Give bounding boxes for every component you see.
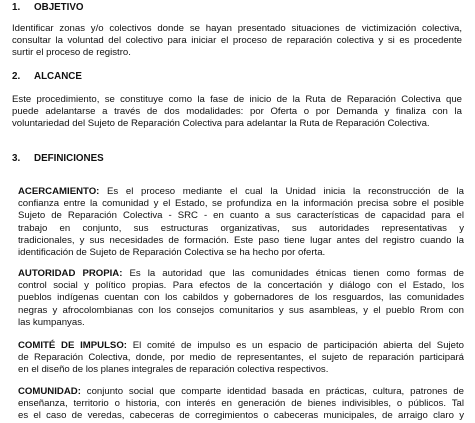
definition-first-line	[18, 186, 464, 198]
objetivo-paragraph	[12, 23, 462, 60]
definition-text: Es el proceso mediante el cual la Unidad inicia la reconstrucción de la	[99, 186, 464, 197]
section-number: 3.	[12, 153, 21, 164]
definition-line: las kumpanyas.	[18, 316, 85, 328]
definition-acercamiento	[18, 186, 464, 259]
definition-text: conjunto social que comparte identidad basada en prácticas, cultura, patrones de	[80, 386, 464, 397]
section-title: OBJETIVO	[34, 2, 84, 13]
definition-line: en el diseño de los planes integrales de reparación colectiva respectivos.	[18, 364, 329, 376]
section-number: 2.	[12, 71, 21, 82]
definition-term: COMUNIDAD:	[18, 386, 81, 397]
definition-comunidad	[18, 386, 464, 423]
definition-text: Es la autoridad que las comunidades étnicas tienen como formas de	[122, 268, 465, 279]
paragraph-line: Identificar zonas y/o colectivos donde se hayan presentado situaciones de victimización colectiva,	[12, 23, 462, 34]
definition-line: trabajo en conjunto, sus estructuras organizativas, sus autoridades representativas y	[18, 222, 464, 234]
definition-autoridad-propia	[18, 268, 464, 329]
definition-first-line	[18, 386, 464, 398]
definition-comite-de-impulso	[18, 340, 464, 377]
paragraph-line: voluntariedad del Sujeto de Reparación Colectiva para adelantar la Ruta de Reparación Colectiva.	[12, 118, 430, 130]
section-heading-definiciones	[12, 153, 104, 165]
definition-term: AUTORIDAD PROPIA:	[18, 268, 123, 279]
section-title: ALCANCE	[34, 71, 82, 82]
definition-line: confianza entre la comunidad y el Estado, se profundiza en la información precisa sobre el posible	[18, 198, 464, 210]
definition-line: identificación de Sujeto de Reparación Colectiva se ha hecho por oferta.	[18, 246, 326, 258]
section-heading-alcance	[12, 71, 82, 83]
section-heading-objetivo	[12, 2, 84, 14]
definition-line: Sujeto de Reparación Colectiva - SRC - en cuanto a sus características de capacidad para el	[18, 210, 464, 222]
definition-text: El comité de impulso es un espacio de participación abierta del Sujeto	[127, 340, 464, 351]
section-number: 1.	[12, 2, 21, 13]
definition-line: control social y político propias. Para efectos de la concertación y diálogo con el Estado, los	[18, 280, 464, 292]
paragraph-line: Este procedimiento, se constituye como la fase de inicio de la Ruta de Reparación Colectiva que	[12, 94, 462, 105]
definition-term: ACERCAMIENTO:	[18, 186, 100, 197]
section-title: DEFINICIONES	[34, 153, 104, 164]
definition-term: COMITÉ DE IMPULSO:	[18, 340, 127, 351]
definition-line: es el caso de veredas, cabeceras de corregimientos o cabeceras municipales, de arraigo claro y	[18, 410, 464, 422]
alcance-paragraph	[12, 94, 462, 131]
definition-line: tradicionales, y sus necesidades de formación. Este paso tiene lugar antes del registro cuando la	[18, 234, 464, 246]
definition-line: enseñanza, territorio o historia, con interés en generación de bienes indivisibles, o públicos. Tal	[18, 398, 464, 410]
definition-line: negras y afrocolombianas con los consejos comunitarios y sus asambleas, y el pueblo Rrom con	[18, 304, 464, 316]
definition-first-line	[18, 268, 464, 280]
paragraph-line: surtir el proceso de registro.	[12, 47, 131, 59]
paragraph-line: consultar la voluntad del colectivo para iniciar el proceso de reparación colectiva y si es procedente	[12, 35, 462, 47]
definition-first-line	[18, 340, 464, 352]
paragraph-line: puede adelantarse a través de dos modalidades: por Oferta o por Demanda y finaliza con la	[12, 106, 462, 118]
definition-line: pueblos indígenas cuentan con los cabildos y gobernadores de los resguardos, las comunidades	[18, 292, 464, 304]
definition-line: de Reparación Colectiva, donde, por medio de representantes, el sujeto de reparación participará	[18, 352, 464, 364]
